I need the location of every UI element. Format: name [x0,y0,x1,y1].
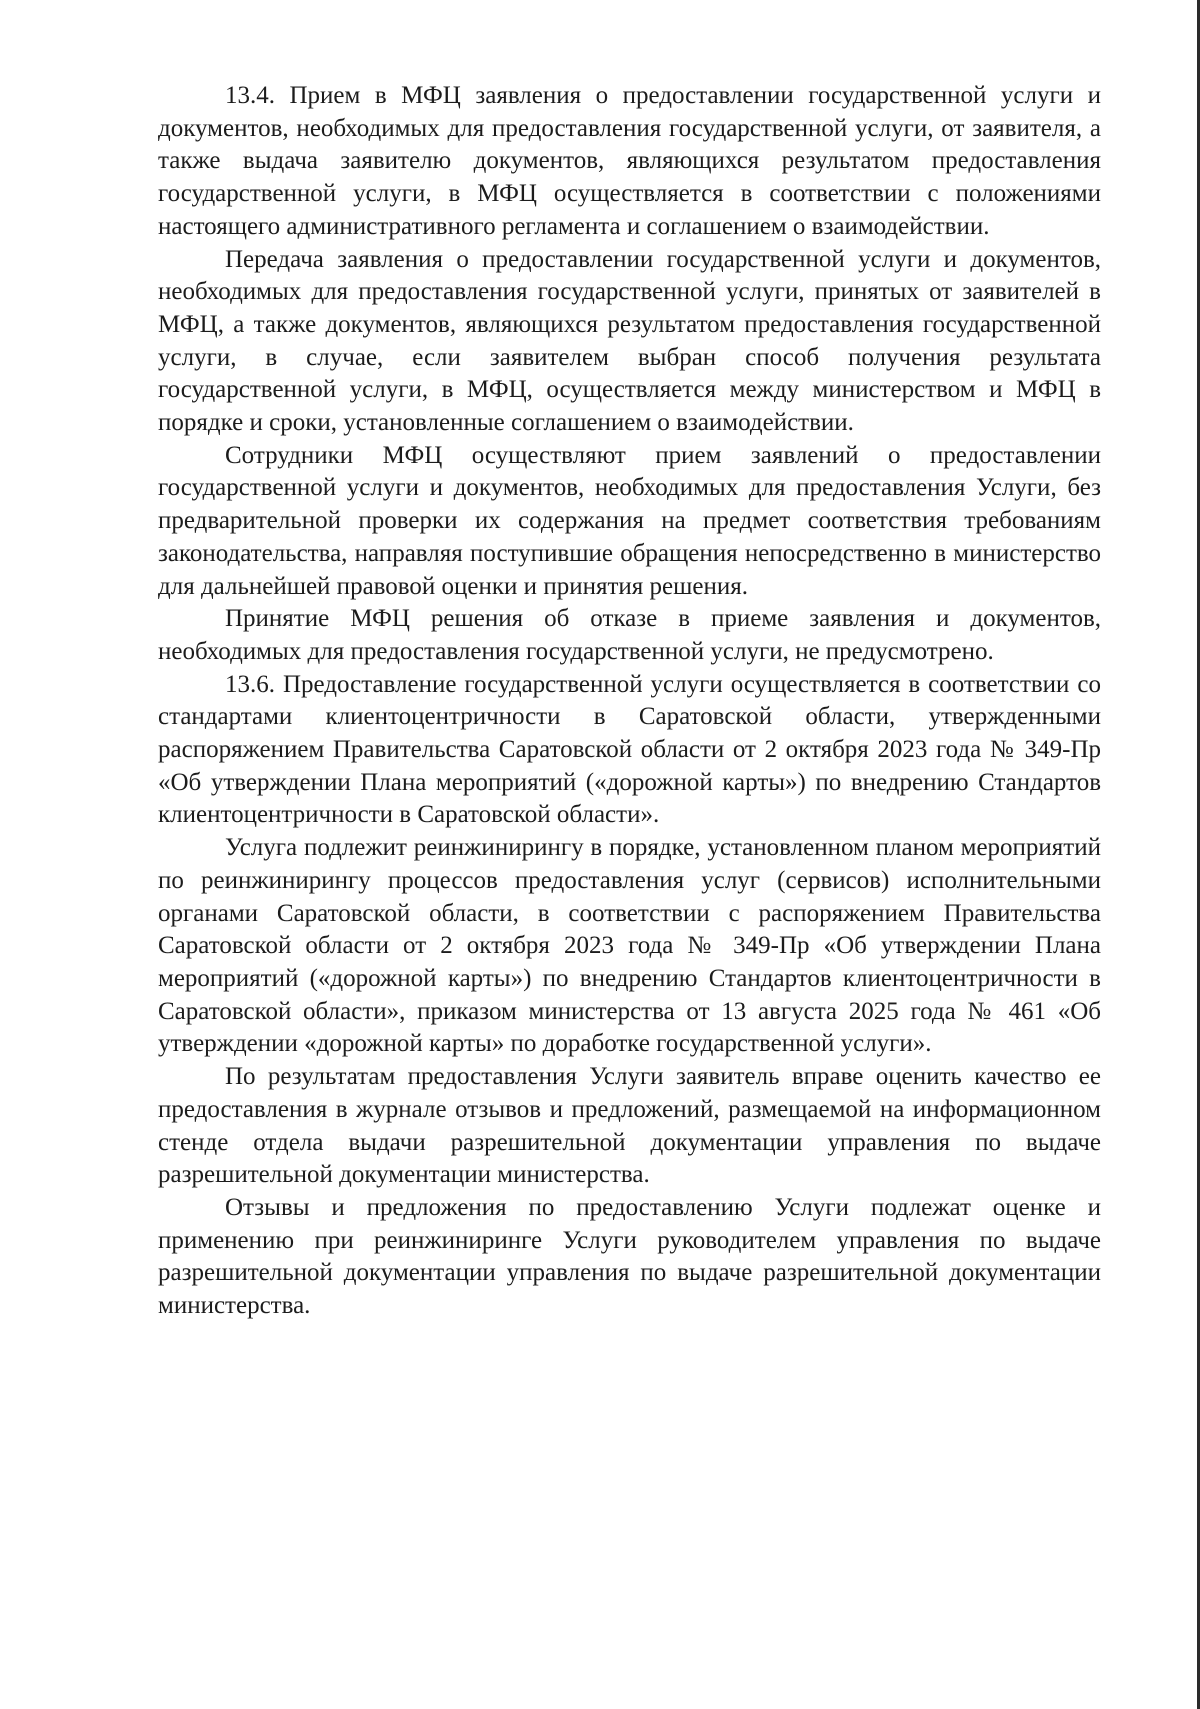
paragraph-13-4: 13.4. Прием в МФЦ заявления о предоставлении государственной услуги и документов, необходимых для предоставления государственной услуги, от заявителя, а также выдача заявителю документов, являющихся результатом предоставления государственной услуги, в МФЦ осуществляется в соответствии с положениями настоящего административного регламента и соглашением о взаимодействии. [158,82,1101,240]
paragraph-reengineering: Услуга подлежит реинжинирингу в порядке, установленном планом мероприятий по реинжинирингу процессов предоставления услуг (сервисов) исполнительными органами Саратовской области, в соответствии с распоряжением Правительства Саратовской области от 2 октября 2023 года № 349-Пр «Об утверждении Плана мероприятий («дорожной карты») по внедрению Стандартов клиентоцентричности в Саратовской области», приказом министерства от 13 августа 2025 года № 461 «Об утверждении «дорожной карты» по доработке государственной услуги». [158,834,1101,1058]
paragraph-transfer: Передача заявления о предоставлении государственной услуги и документов, необходимых для предоставления государственной услуги, принятых от заявителей в МФЦ, а также документов, являющихся результатом предоставления государственной услуги, в случае, если заявителем выбран способ получения результата государственной услуги, в МФЦ, осуществляется между министерством и МФЦ в порядке и сроки, установленные соглашением о взаимодействии. [158,245,1101,437]
paragraph-feedback: Отзывы и предложения по предоставлению Услуги подлежат оценке и применению при реинжиниринге Услуги руководителем управления по выдаче разрешительной документации управления по выдаче разрешительной документации министерства. [158,1193,1101,1320]
document-body [158,80,1101,1323]
paragraph-13-6: 13.6. Предоставление государственной услуги осуществляется в соответствии со стандартами клиентоцентричности в Саратовской области, утвержденными распоряжением Правительства Саратовской области от 2 октября 2023 года № 349-Пр «Об утверждении Плана мероприятий («дорожной карты») по внедрению Стандартов клиентоцентричности в Саратовской области». [158,670,1101,829]
paragraph-refusal: Принятие МФЦ решения об отказе в приеме заявления и документов, необходимых для предоставления государственной услуги, не предусмотрено. [158,605,1101,665]
paragraph-quality-assessment: По результатам предоставления Услуги заявитель вправе оценить качество ее предоставления в журнале отзывов и предложений, размещаемой на информационном стенде отдела выдачи разрешительной документации управления по выдаче разрешительной документации министерства. [158,1063,1101,1189]
paragraph-mfc-staff: Сотрудники МФЦ осуществляют прием заявлений о предоставлении государственной услуги и документов, необходимых для предоставления Услуги, без предварительной проверки их содержания на предмет соответствия требованиям законодательства, направляя поступившие обращения непосредственно в министерство для дальнейшей правовой оценки и принятия решения. [158,441,1101,600]
